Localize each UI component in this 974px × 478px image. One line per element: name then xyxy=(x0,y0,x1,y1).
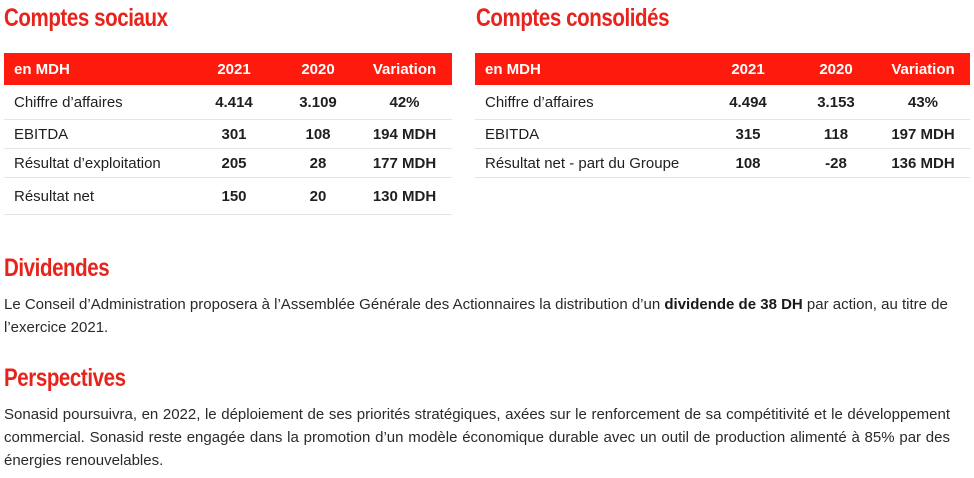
cell-value: 4.494 xyxy=(700,85,796,120)
dividende-amount: dividende de 38 DH xyxy=(664,296,803,313)
table-row xyxy=(4,120,452,149)
row-label: Chiffre d’affaires xyxy=(4,85,189,120)
perspectives-title: Perspectives xyxy=(4,364,126,392)
cell-value: 197 MDH xyxy=(876,120,970,149)
cell-value: 205 xyxy=(189,149,279,178)
cell-value: 150 xyxy=(189,178,279,215)
row-label: Chiffre d’affaires xyxy=(475,85,700,120)
cell-value: 43% xyxy=(876,85,970,120)
cell-value: -28 xyxy=(796,149,876,178)
cell-value: 136 MDH xyxy=(876,149,970,178)
column-header: Variation xyxy=(876,53,970,85)
dividendes-paragraph xyxy=(4,293,954,339)
table-row xyxy=(4,85,452,120)
row-label: Résultat net - part du Groupe xyxy=(475,149,700,178)
column-header: Variation xyxy=(357,53,452,85)
dividendes-title: Dividendes xyxy=(4,254,110,282)
column-header: 2021 xyxy=(189,53,279,85)
cell-value: 301 xyxy=(189,120,279,149)
cell-value: 194 MDH xyxy=(357,120,452,149)
cell-value: 20 xyxy=(279,178,357,215)
cell-value: 108 xyxy=(279,120,357,149)
table-header-row xyxy=(475,53,970,85)
table-row xyxy=(475,149,970,178)
row-label: EBITDA xyxy=(475,120,700,149)
column-header: 2020 xyxy=(796,53,876,85)
table-row xyxy=(475,120,970,149)
comptes-sociaux-table xyxy=(4,53,452,215)
cell-value: 315 xyxy=(700,120,796,149)
dividendes-text-start: Le Conseil d’Administration proposera à l’Assemblée Générale des Actionnaires la distribution d’un xyxy=(4,296,665,313)
row-label: EBITDA xyxy=(4,120,189,149)
comptes-consolides-table xyxy=(475,53,970,178)
column-header: 2021 xyxy=(700,53,796,85)
dividendes-text-end: par action, au titre de l’exercice 2021. xyxy=(4,296,948,336)
comptes-sociaux-title: Comptes sociaux xyxy=(4,4,168,32)
cell-value: 28 xyxy=(279,149,357,178)
column-header: en MDH xyxy=(4,53,189,85)
cell-value: 3.109 xyxy=(279,85,357,120)
comptes-consolides-title: Comptes consolidés xyxy=(476,4,670,32)
cell-value: 130 MDH xyxy=(357,178,452,215)
row-label: Résultat d’exploitation xyxy=(4,149,189,178)
table-row xyxy=(4,178,452,215)
column-header: 2020 xyxy=(279,53,357,85)
perspectives-paragraph: Sonasid poursuivra, en 2022, le déploiement de ses priorités stratégiques, axées sur le renforcement de sa compétitivité et le développement commercial. Sonasid reste engagée dans la promotion d’un modèle économique durable avec un outil de production alimenté à 85% par des énergies renouvelables. xyxy=(4,406,950,469)
column-header: en MDH xyxy=(475,53,700,85)
cell-value: 3.153 xyxy=(796,85,876,120)
row-label: Résultat net xyxy=(4,178,189,215)
cell-value: 42% xyxy=(357,85,452,120)
cell-value: 4.414 xyxy=(189,85,279,120)
cell-value: 118 xyxy=(796,120,876,149)
table-row xyxy=(4,149,452,178)
cell-value: 108 xyxy=(700,149,796,178)
cell-value: 177 MDH xyxy=(357,149,452,178)
table-header-row xyxy=(4,53,452,85)
table-row xyxy=(475,85,970,120)
